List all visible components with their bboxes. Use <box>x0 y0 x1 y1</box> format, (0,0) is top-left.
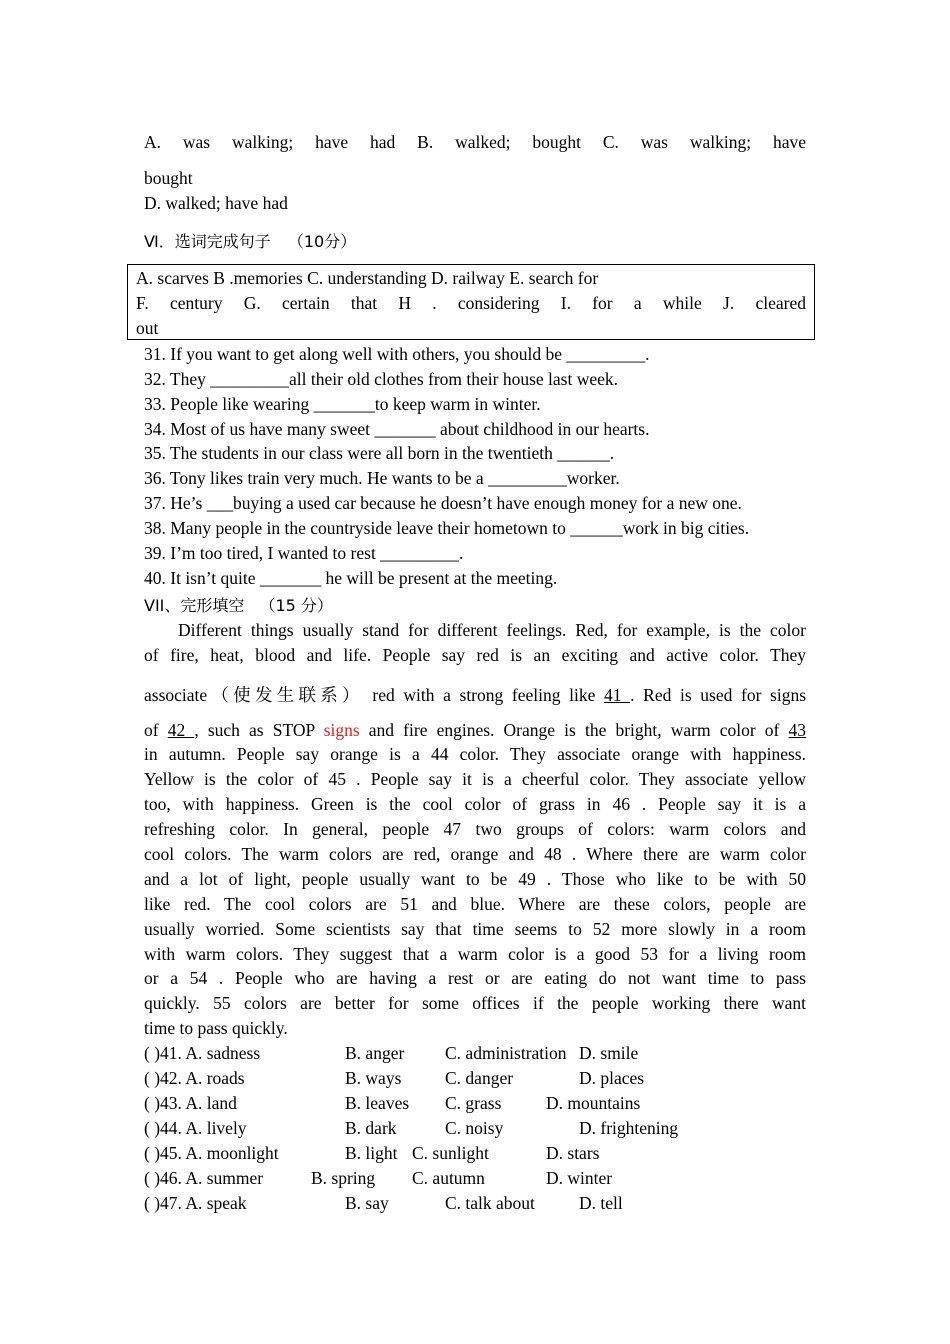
question-34: 34. Most of us have many sweet _______ about childhood in our hearts. <box>144 419 650 439</box>
section6-title: Ⅵ．选词完成句子 <box>144 232 271 251</box>
section7-title: VII、完形填空 <box>144 596 245 615</box>
passage-line-12: usually worried. Some scientists say that time seems to 52 more slowly in a room <box>144 919 806 939</box>
option-47-b: B. say <box>345 1193 389 1213</box>
option-47-d: D. tell <box>579 1193 623 1213</box>
passage-line-2: of fire, heat, blood and life. People say red is an exciting and active color. They <box>144 645 806 665</box>
passage-line-5: in autumn. People say orange is a 44 color. They associate orange with happiness. <box>144 744 806 764</box>
word-signs-red: signs <box>323 720 360 740</box>
passage-line-6: Yellow is the color of 45 . People say it is a cheerful color. They associate yellow <box>144 769 806 789</box>
option-47-a: ( )47. A. speak <box>144 1193 247 1213</box>
option-42-a: ( )42. A. roads <box>144 1068 245 1088</box>
option-43-d: D. mountains <box>546 1093 641 1113</box>
passage-l4-b: , such as STOP <box>194 720 324 740</box>
option-44-a: ( )44. A. lively <box>144 1118 247 1138</box>
blank-43: 43 <box>788 720 807 740</box>
question-38: 38. Many people in the countryside leave their hometown to ______work in big cities. <box>144 518 750 538</box>
blank-42: 42 <box>167 720 195 740</box>
section6-heading <box>144 232 356 251</box>
option-44-b: B. dark <box>345 1118 397 1138</box>
option-43-c: C. grass <box>445 1093 502 1113</box>
passage-line-16: time to pass quickly. <box>144 1018 288 1038</box>
option-47-c: C. talk about <box>445 1193 535 1213</box>
q30-options-line1: A. was walking; have had B. walked; bought C. was walking; have <box>144 132 806 152</box>
option-41-c: C. administration <box>445 1043 567 1063</box>
option-45-c: C. sunlight <box>412 1143 489 1163</box>
passage-line-3 <box>144 685 806 706</box>
option-45-d: D. stars <box>546 1143 600 1163</box>
option-41-d: D. smile <box>579 1043 639 1063</box>
passage-l3-b: . Red is used for signs <box>630 685 807 705</box>
passage-l4-a: of <box>144 720 168 740</box>
option-44-d: D. frightening <box>579 1118 679 1138</box>
blank-41: 41 <box>604 685 631 705</box>
passage-l4-c: and fire engines. Orange is the bright, warm color of <box>359 720 789 740</box>
question-36: 36. Tony likes train very much. He wants to be a _________worker. <box>144 468 620 488</box>
passage-line-1: Different things usually stand for different feelings. Red, for example, is the color <box>178 620 806 640</box>
option-44-c: C. noisy <box>445 1118 504 1138</box>
option-43-b: B. leaves <box>345 1093 410 1113</box>
option-42-d: D. places <box>579 1068 645 1088</box>
passage-line-14: or a 54 . People who are having a rest or are eating do not want time to pass <box>144 968 806 988</box>
passage-line-11: like red. The cool colors are 51 and blue. Where are these colors, people are <box>144 894 806 914</box>
word-bank-line3: out <box>136 318 159 338</box>
question-37: 37. He’s ___buying a used car because he doesn’t have enough money for a new one. <box>144 493 742 513</box>
option-46-a: ( )46. A. summer <box>144 1168 264 1188</box>
q30-options-line3: D. walked; have had <box>144 193 288 213</box>
option-43-a: ( )43. A. land <box>144 1093 237 1113</box>
passage-line-13: with warm colors. They suggest that a warm color is a good 53 for a living room <box>144 944 806 964</box>
word-bank-line2: F. century G. certain that H . considering I. for a while J. cleared <box>136 293 806 313</box>
q30-options-line2: bought <box>144 168 193 188</box>
passage-line-8: refreshing color. In general, people 47 two groups of colors: warm colors and <box>144 819 806 839</box>
question-33: 33. People like wearing _______to keep warm in winter. <box>144 394 541 414</box>
question-40: 40. It isn’t quite _______ he will be present at the meeting. <box>144 568 558 588</box>
option-46-b: B. spring <box>311 1168 376 1188</box>
option-42-c: C. danger <box>445 1068 514 1088</box>
section6-score: （10分） <box>287 232 357 251</box>
word-bank-line1: A. scarves B .memories C. understanding D. railway E. search for <box>136 268 599 288</box>
question-31: 31. If you want to get along well with others, you should be _________. <box>144 344 650 364</box>
option-45-a: ( )45. A. moonlight <box>144 1143 279 1163</box>
passage-l3-a: associate（使发生联系） red with a strong feeling like <box>144 685 604 705</box>
passage-line-9: cool colors. The warm colors are red, orange and 48 . Where there are warm color <box>144 844 806 864</box>
passage-line-15: quickly. 55 colors are better for some offices if the people working there want <box>144 993 806 1013</box>
passage-line-10: and a lot of light, people usually want to be 49 . Those who like to be with 50 <box>144 869 806 889</box>
option-41-a: ( )41. A. sadness <box>144 1043 261 1063</box>
option-45-b: B. light <box>345 1143 398 1163</box>
passage-line-7: too, with happiness. Green is the cool color of grass in 46 . People say it is a <box>144 794 806 814</box>
option-46-d: D. winter <box>546 1168 613 1188</box>
option-46-c: C. autumn <box>412 1168 485 1188</box>
section7-score: （15 分） <box>259 596 333 615</box>
section7-heading <box>144 596 333 615</box>
passage-line-4 <box>144 720 806 741</box>
question-39: 39. I’m too tired, I wanted to rest _________. <box>144 543 464 563</box>
question-32: 32. They _________all their old clothes from their house last week. <box>144 369 619 389</box>
question-35: 35. The students in our class were all born in the twentieth ______. <box>144 443 615 463</box>
option-41-b: B. anger <box>345 1043 405 1063</box>
option-42-b: B. ways <box>345 1068 402 1088</box>
